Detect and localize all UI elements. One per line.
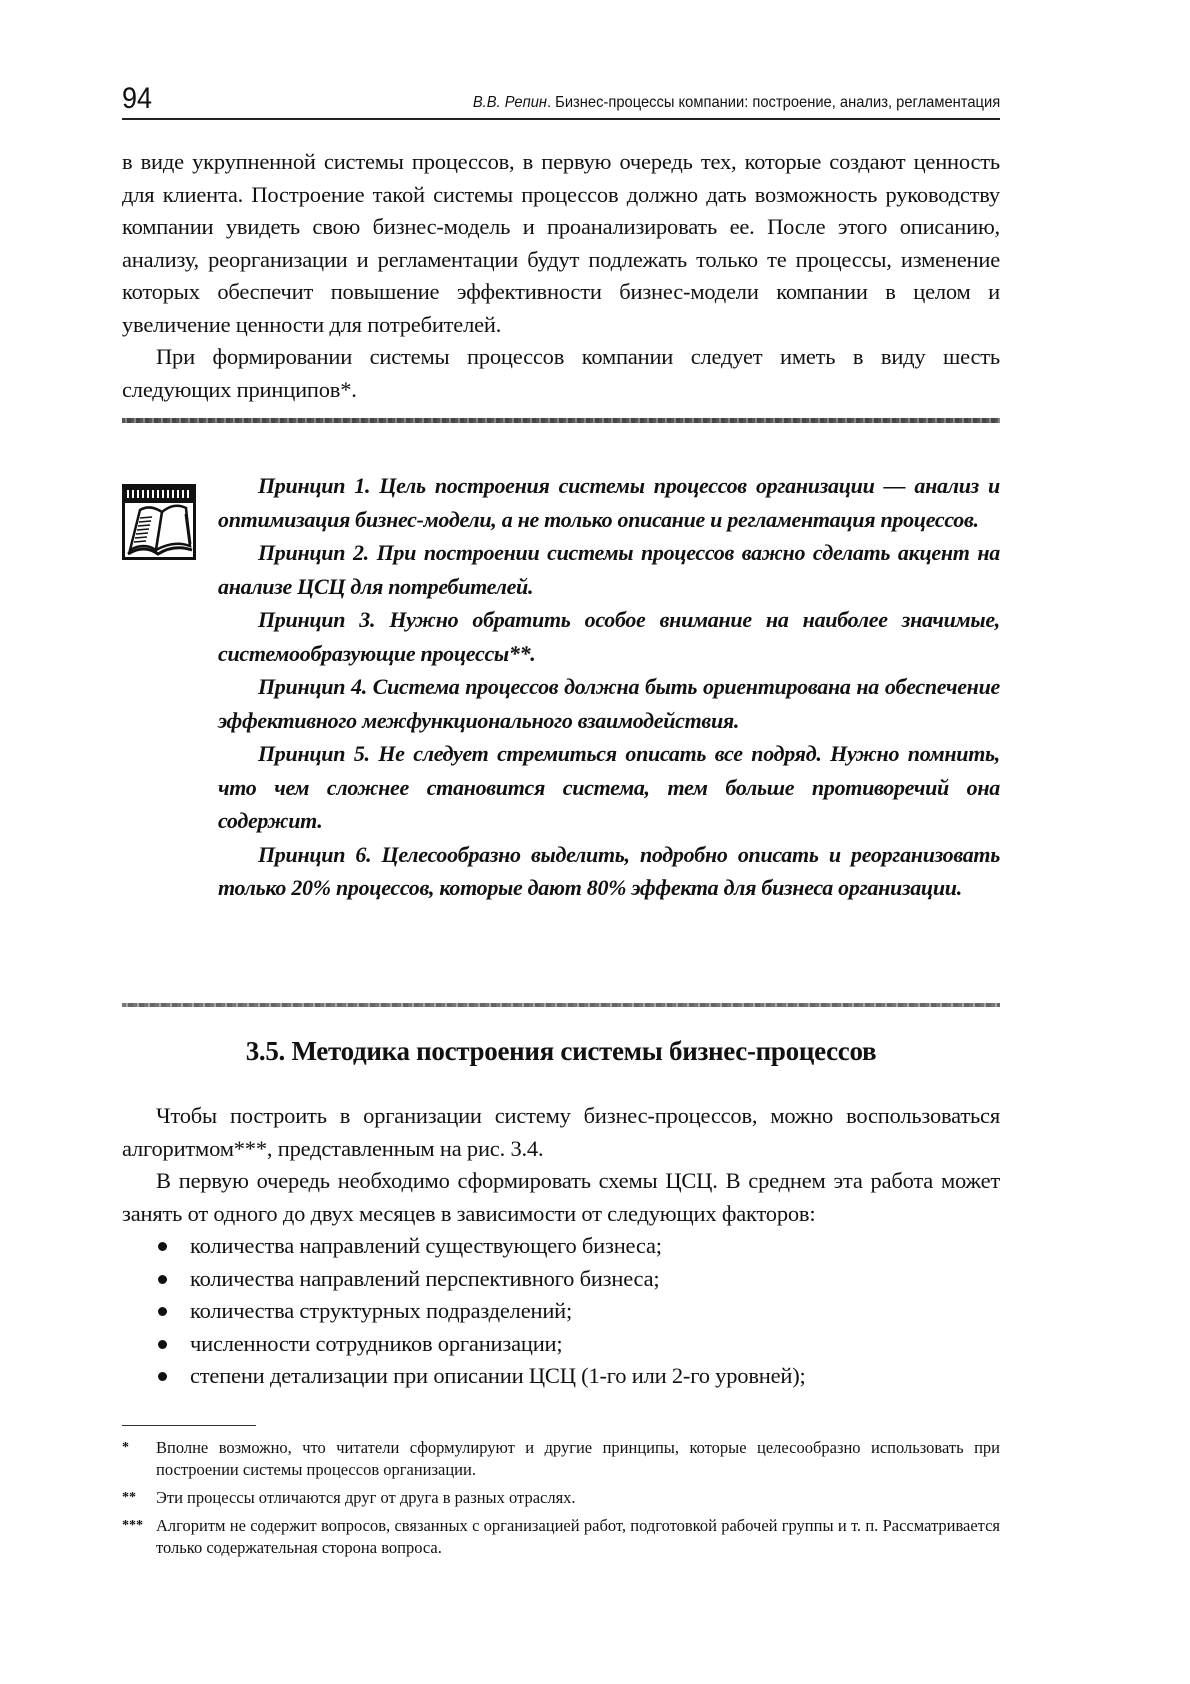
bullet-icon xyxy=(158,1307,167,1316)
paragraph: При формировании системы процессов компании следует иметь в виду шесть следующих принципов*. xyxy=(122,344,1000,402)
footnote-separator xyxy=(122,1425,256,1426)
principle-3: Принцип 3. Нужно обратить особое внимание на наиболее значимые, системообразующие процессы**. xyxy=(218,607,1000,666)
section-heading: 3.5. Методика построения системы бизнес-процессов xyxy=(245,1036,877,1066)
footnote xyxy=(122,1437,1000,1481)
paragraph: В первую очередь необходимо сформировать схемы ЦСЦ. В среднем эта работа может занять от одного до двух месяцев в зависимости от следующих факторов: xyxy=(122,1168,1000,1226)
paragraph: в виде укрупненной системы процессов, в первую очередь тех, которые создают ценность для клиента. Построение такой системы процессов должно дать возможность руководству компании увидеть свою бизнес-модель и проанализировать ее. После этого описанию, анализу, реорганизации и регламентации будут подлежать только те процессы, изменение которых обеспечит повышение эффективности бизнес-модели компании в целом и увеличение ценности для потребителей. xyxy=(122,149,1000,337)
running-title xyxy=(473,94,1000,112)
bullet-icon xyxy=(158,1372,167,1381)
open-book-icon xyxy=(122,484,196,560)
callout-bottom-rule xyxy=(122,1003,1000,1007)
principle-1: Принцип 1. Цель построения системы процессов организации — анализ и оптимизация бизнес-модели, а не только описание и регламентация процессов. xyxy=(218,473,1000,532)
running-title-book: . Бизнес-процессы компании: построение, анализ, регламентация xyxy=(546,94,1000,111)
list-item: численности сотрудников организации; xyxy=(122,1328,1000,1361)
footnote xyxy=(122,1487,1000,1509)
list-item: количества направлений перспективного бизнеса; xyxy=(122,1263,1000,1296)
running-title-author: В.В. Репин xyxy=(472,94,547,111)
paragraph: Чтобы построить в организации систему бизнес-процессов, можно воспользоваться алгоритмом***, представленным на рис. 3.4. xyxy=(122,1103,1000,1161)
footnote-text: Вполне возможно, что читатели сформулируют и другие принципы, которые целесообразно использовать при построении системы процессов организации. xyxy=(156,1438,1000,1479)
callout-top-rule xyxy=(122,418,1000,423)
principle-4: Принцип 4. Система процессов должна быть ориентирована на обеспечение эффективного межфункционального взаимодействия. xyxy=(218,674,1000,733)
footnotes xyxy=(122,1437,1000,1565)
principle-5: Принцип 5. Не следует стремиться описать все подряд. Нужно помнить, что чем сложнее становится система, тем больше противоречий она содержит. xyxy=(218,741,1000,833)
footnote-text: Алгоритм не содержит вопросов, связанных с организацией работ, подготовкой рабочей группы и т. п. Рассматривается только содержательная сторона вопроса. xyxy=(156,1516,1000,1557)
page-number: 94 xyxy=(122,82,153,115)
factors-list xyxy=(122,1230,1000,1393)
footnote xyxy=(122,1515,1000,1559)
bullet-icon xyxy=(158,1340,167,1349)
footnote-mark: *** xyxy=(122,1518,143,1533)
section-body xyxy=(122,1100,1000,1393)
list-item: степени детализации при описании ЦСЦ (1-го или 2-го уровней); xyxy=(122,1360,1000,1393)
footnote-mark: * xyxy=(122,1440,129,1455)
intro-text xyxy=(122,146,1000,406)
list-item: количества структурных подразделений; xyxy=(122,1295,1000,1328)
footnote-mark: ** xyxy=(122,1490,136,1505)
bullet-icon xyxy=(158,1242,167,1251)
footnote-text: Эти процессы отличаются друг от друга в разных отраслях. xyxy=(156,1488,576,1507)
list-item: количества направлений существующего бизнеса; xyxy=(122,1230,1000,1263)
principle-6: Принцип 6. Целесообразно выделить, подробно описать и реорганизовать только 20% процессов, которые дают 80% эффекта для бизнеса организации. xyxy=(218,841,1000,900)
principles-callout xyxy=(218,469,1000,905)
bullet-icon xyxy=(158,1275,167,1284)
running-header xyxy=(122,82,1000,120)
principle-2: Принцип 2. При построении системы процессов важно сделать акцент на анализе ЦСЦ для потребителей. xyxy=(218,540,1000,599)
